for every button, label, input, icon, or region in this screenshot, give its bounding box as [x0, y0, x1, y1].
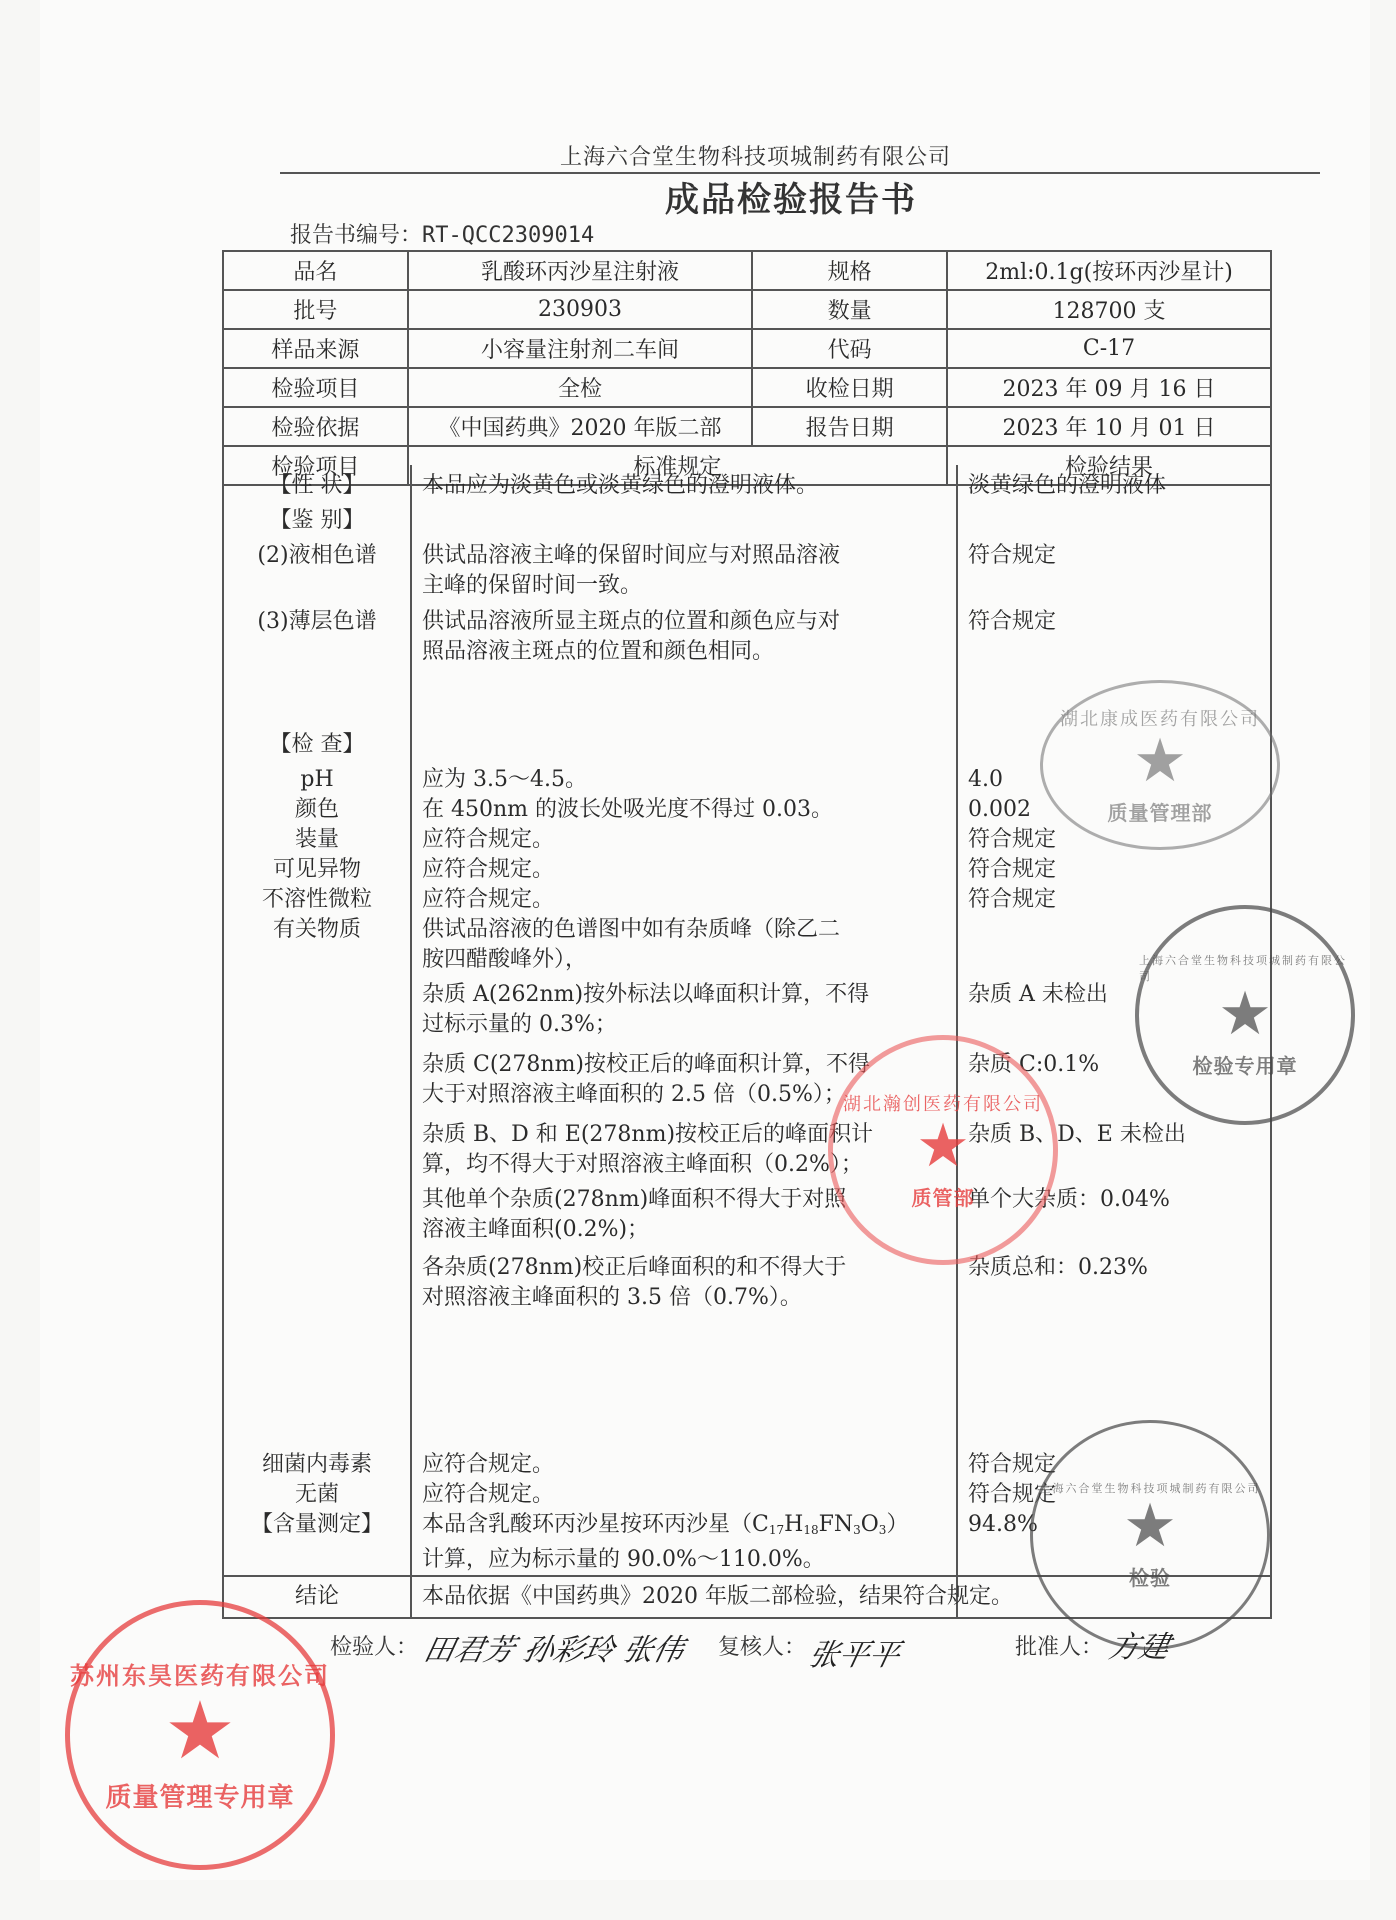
column-header-item: 检验项目: [223, 446, 408, 485]
star-icon: ★: [1123, 1490, 1177, 1561]
table-row: [223, 368, 1271, 407]
stamp-text: 湖北瀚创医药有限公司: [843, 1093, 1043, 1115]
value-test-basis: 《中国药典》2020 年版二部: [408, 407, 753, 446]
result-item: 有关物质: [272, 917, 361, 942]
result-item: 细菌内毒素: [261, 1452, 372, 1477]
reviewer-label: 复核人：: [718, 1635, 807, 1660]
result-value: 符合规定: [968, 609, 1057, 634]
result-standard: 供试品溶液主峰的保留时间应与对照品溶液: [422, 543, 841, 568]
value-product-name: 乳酸环丙沙星注射液: [408, 251, 753, 290]
value-batch-no: 230903: [408, 290, 753, 329]
result-item: pH: [300, 767, 334, 792]
value-sample-source: 小容量注射剂二车间: [408, 329, 753, 368]
result-standard: 过标示量的 0.3%；: [422, 1012, 617, 1037]
result-item: 无菌: [294, 1482, 339, 1507]
value-test-scope: 全检: [408, 368, 753, 407]
result-standard: 照品溶液主斑点的位置和颜色相同。: [422, 639, 775, 664]
conclusion-label: 结论: [294, 1584, 339, 1609]
inspector-label: 检验人：: [330, 1635, 419, 1660]
label-specification: 规格: [752, 251, 947, 290]
stamp-inspection-seal: [1135, 905, 1355, 1125]
stamp-text: 苏州东昊医药有限公司: [70, 1661, 330, 1690]
table-row: [223, 329, 1271, 368]
star-icon: ★: [1218, 978, 1272, 1049]
result-standard: 应符合规定。: [422, 887, 555, 912]
report-number: [290, 218, 594, 249]
value-quantity: 128700 支: [947, 290, 1271, 329]
result-value: 杂质 B、D、E 未检出: [968, 1122, 1186, 1147]
label-received-date: 收检日期: [752, 368, 947, 407]
result-item: 不溶性微粒: [261, 887, 372, 912]
result-standard: 杂质 C(278nm)按校正后的峰面积计算，不得: [422, 1052, 871, 1077]
inspector-signature: [330, 1630, 418, 1661]
value-received-date: 2023 年 09 月 16 日: [947, 368, 1271, 407]
stamp-qc-dept-red: [828, 1035, 1058, 1265]
result-value: 符合规定: [968, 857, 1057, 882]
column-header-standard: 标准规定: [408, 446, 947, 485]
result-standard: 大于对照溶液主峰面积的 2.5 倍（0.5%）；: [422, 1082, 846, 1107]
stamp-text: 上海六合堂生物科技项城制药有限公司: [1139, 953, 1347, 983]
stamp-text: 检验: [1129, 1565, 1171, 1590]
result-value: 符合规定: [968, 887, 1057, 912]
value-report-date: 2023 年 10 月 01 日: [947, 407, 1271, 446]
result-standard: 其他单个杂质(278nm)峰面积不得大于对照: [422, 1187, 847, 1212]
stamp-text: 上海六合堂生物科技项城制药有限公司: [1039, 1481, 1261, 1495]
result-value: 4.0: [968, 767, 1003, 792]
result-item: 装量: [294, 827, 339, 852]
value-code: C-17: [947, 329, 1271, 368]
result-standard: 胺四醋酸峰外），: [422, 947, 588, 972]
result-value: 符合规定: [968, 543, 1057, 568]
result-standard: 算，均不得大于对照溶液主峰面积（0.2%）；: [422, 1152, 863, 1177]
table-row: [223, 407, 1271, 446]
result-item: 【性 状】: [269, 473, 365, 498]
stamp-text: 质量管理部: [1107, 800, 1213, 825]
label-sample-source: 样品来源: [223, 329, 408, 368]
result-value: 杂质 A 未检出: [968, 982, 1108, 1007]
result-item: 【鉴 别】: [269, 508, 365, 533]
stamp-quality-dept-oval: [1040, 680, 1280, 850]
result-standard: 应符合规定。: [422, 1452, 555, 1477]
result-standard: 应符合规定。: [422, 1482, 555, 1507]
reviewer-signature: [718, 1630, 806, 1661]
stamp-text: 湖北康成医药有限公司: [1060, 708, 1260, 730]
stamp-text: 质量管理专用章: [105, 1783, 295, 1813]
result-standard: 溶液主峰面积(0.2%)；: [422, 1217, 650, 1242]
result-standard: 各杂质(278nm)校正后峰面积的和不得大于: [422, 1255, 847, 1280]
result-value: 符合规定: [968, 827, 1057, 852]
label-test-scope: 检验项目: [223, 368, 408, 407]
value-specification: 2ml:0.1g(按环丙沙星计): [947, 251, 1271, 290]
document-title: 成品检验报告书: [665, 180, 917, 220]
result-standard: 杂质 A(262nm)按外标法以峰面积计算，不得: [422, 982, 870, 1007]
assay-formula-line: 本品含乳酸环丙沙星按环丙沙星$(C_{17}H_{18}FN_3O_3)$: [422, 1512, 909, 1537]
inspector-signature-handwriting: 田君芳 孙彩玲 张伟: [420, 1633, 688, 1668]
result-item: 可见异物: [272, 857, 361, 882]
label-batch-no: 批号: [223, 290, 408, 329]
table-row: [223, 290, 1271, 329]
result-value: 淡黄绿色的澄明液体: [968, 473, 1167, 498]
label-report-date: 报告日期: [752, 407, 947, 446]
result-standard: 应为 3.5～4.5。: [422, 767, 587, 792]
star-icon: ★: [1133, 725, 1187, 796]
result-item: (3)薄层色谱: [257, 609, 377, 634]
result-item: 【检 查】: [269, 732, 365, 757]
result-item: (2)液相色谱: [257, 543, 377, 568]
stamp-text: 检验专用章: [1192, 1053, 1298, 1078]
result-value: 符合规定: [968, 1482, 1057, 1507]
reviewer-signature-handwriting: 张平平: [805, 1638, 903, 1673]
label-quantity: 数量: [752, 290, 947, 329]
result-standard: 杂质 B、D 和 E(278nm)按校正后的峰面积计: [422, 1122, 874, 1147]
result-value: 杂质总和：0.23%: [968, 1255, 1148, 1280]
result-standard: 在 450nm 的波长处吸光度不得过 0.03。: [422, 797, 833, 822]
result-value: 0.002: [968, 797, 1031, 822]
label-test-basis: 检验依据: [223, 407, 408, 446]
star-icon: ★: [916, 1110, 970, 1181]
table-row: [223, 251, 1271, 290]
approver-label: 批准人：: [1015, 1635, 1104, 1660]
result-standard: 供试品溶液所显主斑点的位置和颜色应与对: [422, 609, 841, 634]
product-info-table: [222, 250, 1272, 486]
approver-signature-handwriting: 方建: [1105, 1630, 1173, 1665]
result-standard: 计算，应为标示量的 90.0%～110.0%。: [422, 1547, 825, 1572]
stamp-text: 质管部: [911, 1185, 975, 1210]
star-icon: ★: [164, 1684, 236, 1777]
result-standard: 对照溶液主峰面积的 3.5 倍（0.7%）。: [422, 1285, 802, 1310]
label-product-name: 品名: [223, 251, 408, 290]
company-name: 上海六合堂生物科技项城制药有限公司: [560, 145, 952, 170]
result-standard: 供试品溶液的色谱图中如有杂质峰（除乙二: [422, 917, 841, 942]
label-code: 代码: [752, 329, 947, 368]
stamp-quality-management-red: [65, 1600, 335, 1870]
result-value: 单个大杂质：0.04%: [968, 1187, 1170, 1212]
result-value: 杂质 C:0.1%: [968, 1052, 1100, 1077]
column-header-result: 检验结果: [947, 446, 1271, 485]
result-value: 94.8%: [968, 1512, 1038, 1537]
result-item: 【含量测定】: [250, 1512, 383, 1537]
stamp-inspection-seal-2: [1030, 1420, 1270, 1650]
result-standard: 主峰的保留时间一致。: [422, 573, 643, 598]
result-standard: 应符合规定。: [422, 857, 555, 882]
result-value: 符合规定: [968, 1452, 1057, 1477]
result-standard: 应符合规定。: [422, 827, 555, 852]
result-item: 颜色: [294, 797, 339, 822]
column-divider: [410, 465, 412, 1617]
result-standard: 本品应为淡黄色或淡黄绿色的澄明液体。: [422, 473, 819, 498]
report-number-value: RT-QCC2309014: [422, 223, 595, 248]
conclusion-text: 本品依据《中国药典》2020 年版二部检验，结果符合规定。: [422, 1584, 1013, 1609]
report-number-label: 报告书编号：: [290, 223, 423, 248]
